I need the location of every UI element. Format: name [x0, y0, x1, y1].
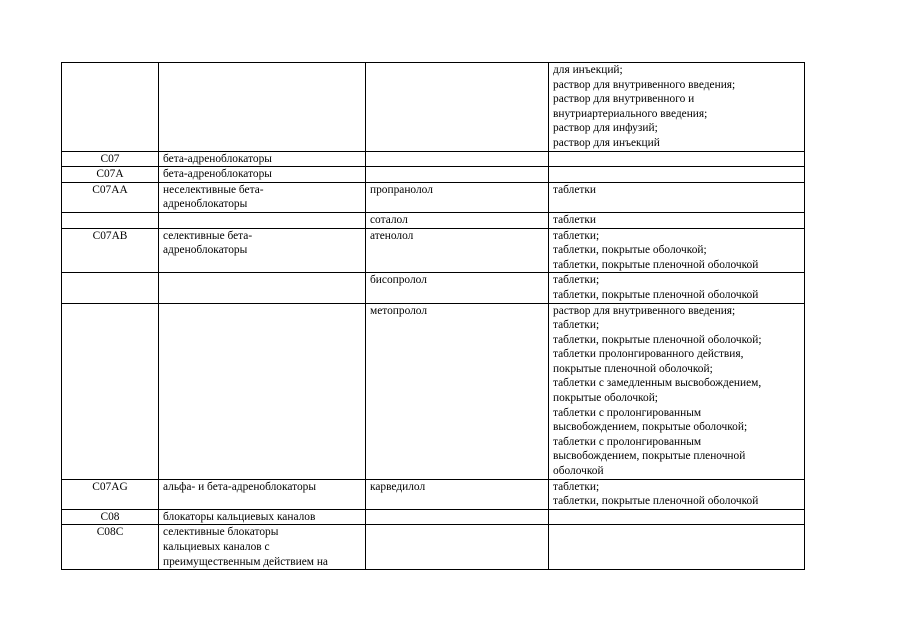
dosage-forms-line: таблетки пролонгированного действия, [553, 348, 744, 361]
group-name-line: кальциевых каналов с [163, 541, 270, 553]
atc-code-cell [62, 273, 159, 303]
drug-name-line: пропранолол [370, 183, 433, 196]
atc-code-cell [62, 228, 159, 273]
group-name-line: адреноблокаторы [163, 198, 248, 211]
atc-code-cell [62, 182, 159, 212]
dosage-forms-line: таблетки; [553, 274, 600, 287]
table-row [62, 167, 805, 183]
table-row [62, 228, 805, 273]
group-name-cell [159, 167, 366, 183]
atc-code-text: C07AG [92, 480, 128, 493]
dosage-forms-line: таблетки; [553, 229, 600, 242]
group-name-cell [159, 525, 366, 570]
group-name-line: адреноблокаторы [163, 244, 248, 257]
table-row [62, 525, 805, 570]
atc-code-cell [62, 167, 159, 183]
table-body [62, 63, 805, 570]
group-name-line: бета-адреноблокаторы [163, 168, 272, 181]
dosage-forms-line: высвобождением, покрытые пленочной [553, 450, 746, 463]
drug-name-cell [366, 212, 549, 228]
drug-name-cell [366, 63, 549, 152]
group-name-line: блокаторы кальциевых каналов [163, 510, 316, 523]
group-name-line: селективные бета- [163, 229, 253, 242]
group-name-cell [159, 273, 366, 303]
dosage-forms-cell [549, 63, 805, 152]
table-row [62, 151, 805, 167]
group-name-cell [159, 228, 366, 273]
group-name-line: селективные блокаторы [163, 526, 279, 539]
table-row [62, 182, 805, 212]
table-row [62, 479, 805, 509]
dosage-forms-cell [549, 273, 805, 303]
dosage-forms-line: оболочкой [553, 465, 604, 478]
dosage-forms-line: покрытые оболочкой; [553, 392, 658, 405]
drug-name-cell [366, 228, 549, 273]
dosage-forms-line: раствор для внутривенного введения; [553, 78, 736, 91]
dosage-forms-line: раствор для инфузий; [553, 122, 658, 135]
drug-name-cell [366, 303, 549, 479]
group-name-cell [159, 509, 366, 525]
atc-code-text: C07AB [92, 229, 128, 242]
atc-code-text: C08C [96, 526, 124, 539]
medication-table [61, 62, 805, 570]
dosage-forms-line: внутриартериального введения; [553, 107, 708, 120]
dosage-forms-line: высвобождением, покрытые оболочкой; [553, 421, 748, 434]
group-name-cell [159, 182, 366, 212]
group-name-line: неселективные бета- [163, 183, 264, 196]
group-name-cell [159, 479, 366, 509]
dosage-forms-line: раствор для инъекций [553, 136, 660, 149]
atc-code-cell [62, 525, 159, 570]
drug-name-cell [366, 273, 549, 303]
drug-name-cell [366, 509, 549, 525]
dosage-forms-cell [549, 212, 805, 228]
dosage-forms-line: покрытые пленочной оболочкой; [553, 362, 713, 375]
atc-code-text: C07A [96, 168, 124, 181]
table-row [62, 509, 805, 525]
dosage-forms-line: таблетки; [553, 480, 600, 493]
drug-name-line: карведилол [370, 480, 426, 493]
dosage-forms-line: таблетки, покрытые пленочной оболочкой [553, 288, 759, 301]
drug-name-cell [366, 182, 549, 212]
dosage-forms-line: таблетки, покрытые пленочной оболочкой [553, 258, 759, 271]
atc-code-cell [62, 479, 159, 509]
group-name-cell [159, 303, 366, 479]
atc-code-cell [62, 212, 159, 228]
drug-name-cell [366, 167, 549, 183]
drug-name-line: метопролол [370, 304, 428, 317]
drug-name-cell [366, 479, 549, 509]
dosage-forms-cell [549, 167, 805, 183]
dosage-forms-line: раствор для внутривенного введения; [553, 304, 736, 317]
dosage-forms-cell [549, 479, 805, 509]
atc-code-cell [62, 509, 159, 525]
dosage-forms-cell [549, 151, 805, 167]
table-row [62, 63, 805, 152]
table-row [62, 303, 805, 479]
dosage-forms-line: для инъекций; [553, 64, 623, 76]
dosage-forms-cell [549, 182, 805, 212]
atc-code-text: C07 [100, 152, 120, 165]
dosage-forms-line: раствор для внутривенного и [553, 93, 695, 106]
drug-name-line: атенолол [370, 229, 414, 242]
table-row [62, 273, 805, 303]
atc-code-text: C07AA [92, 183, 128, 196]
dosage-forms-line: таблетки с пролонгированным [553, 435, 702, 448]
group-name-cell [159, 212, 366, 228]
dosage-forms-line: таблетки; [553, 319, 600, 332]
group-name-line: преимущественным действием на [163, 555, 328, 568]
group-name-line: альфа- и бета-адреноблокаторы [163, 480, 316, 493]
drug-name-cell [366, 151, 549, 167]
atc-code-cell [62, 63, 159, 152]
drug-name-line: бисопролол [370, 274, 427, 287]
dosage-forms-line: таблетки, покрытые пленочной оболочкой; [553, 333, 762, 346]
atc-code-cell [62, 151, 159, 167]
group-name-cell [159, 63, 366, 152]
drug-name-line: соталол [370, 213, 408, 226]
dosage-forms-line: таблетки [553, 213, 597, 226]
table-row [62, 212, 805, 228]
dosage-forms-cell [549, 303, 805, 479]
atc-code-text: C08 [100, 510, 120, 523]
drug-name-cell [366, 525, 549, 570]
group-name-line: бета-адреноблокаторы [163, 152, 272, 165]
atc-code-cell [62, 303, 159, 479]
dosage-forms-line: таблетки [553, 183, 597, 196]
dosage-forms-line: таблетки с замедленным высвобождением, [553, 377, 762, 390]
dosage-forms-line: таблетки с пролонгированным [553, 406, 702, 419]
dosage-forms-cell [549, 228, 805, 273]
dosage-forms-cell [549, 509, 805, 525]
dosage-forms-line: таблетки, покрытые пленочной оболочкой [553, 495, 759, 508]
group-name-cell [159, 151, 366, 167]
dosage-forms-line: таблетки, покрытые оболочкой; [553, 244, 707, 257]
dosage-forms-cell [549, 525, 805, 570]
